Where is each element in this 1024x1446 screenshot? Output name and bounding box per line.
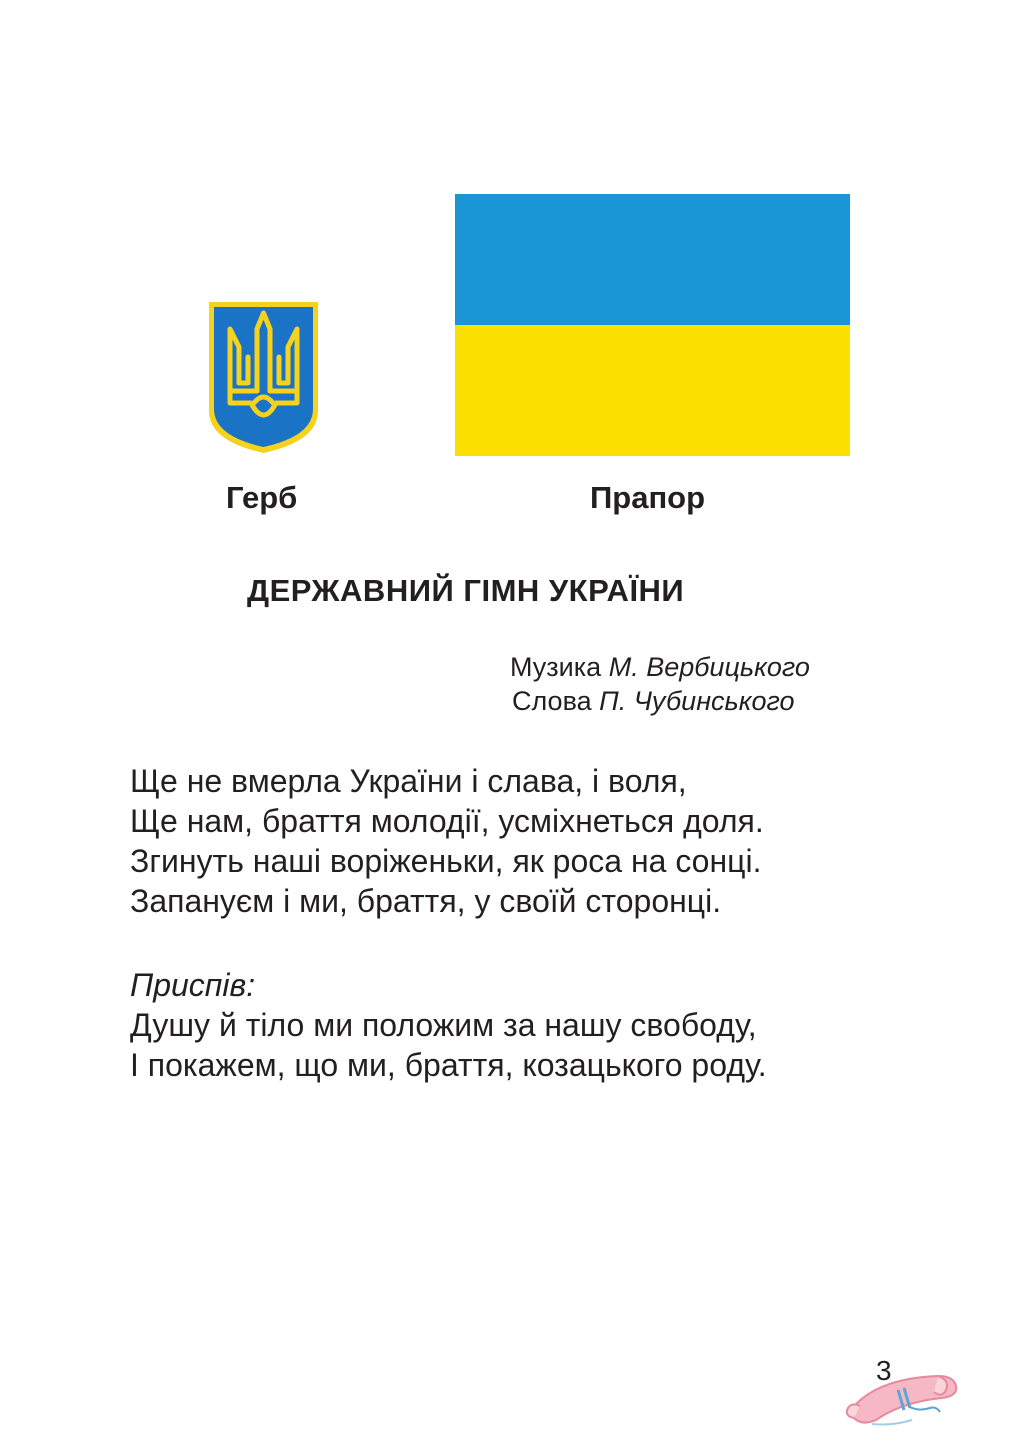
flag-yellow-stripe bbox=[455, 325, 850, 456]
anthem-title: ДЕРЖАВНИЙ ГІМН УКРАЇНИ bbox=[247, 573, 685, 608]
coat-of-arms-image bbox=[206, 299, 321, 456]
flag-blue-stripe bbox=[455, 194, 850, 325]
refrain-line: Душу й тіло ми положим за нашу свободу, bbox=[130, 1007, 757, 1043]
verse-line: Ще не вмерла України і слава, і воля, bbox=[130, 763, 687, 799]
verse-line: Ще нам, браття молодії, усміхнеться доля. bbox=[130, 803, 764, 839]
refrain-line: І покажем, що ми, браття, козацького роду. bbox=[130, 1047, 767, 1083]
flag-caption: Прапор bbox=[590, 480, 706, 515]
verse-line: Згинуть наші воріженьки, як роса на сонці. bbox=[130, 843, 762, 879]
lyrics-credit-role: Слова bbox=[512, 686, 592, 716]
ukraine-flag bbox=[455, 194, 850, 456]
scroll-icon bbox=[842, 1364, 962, 1428]
music-credit bbox=[510, 651, 810, 683]
lyrics-credit-author: П. Чубинського bbox=[599, 686, 795, 716]
coat-of-arms-caption: Герб bbox=[226, 480, 298, 515]
music-credit-role: Музика bbox=[510, 652, 602, 682]
refrain-label: Приспів: bbox=[130, 967, 256, 1003]
lyrics-credit bbox=[512, 685, 795, 717]
verse-line: Запануєм і ми, браття, у своїй сторонці. bbox=[130, 883, 722, 919]
page-number: 3 bbox=[876, 1355, 892, 1386]
music-credit-author: М. Вербицького bbox=[608, 652, 810, 682]
anthem-verse bbox=[130, 761, 764, 921]
anthem-refrain bbox=[130, 1005, 767, 1085]
